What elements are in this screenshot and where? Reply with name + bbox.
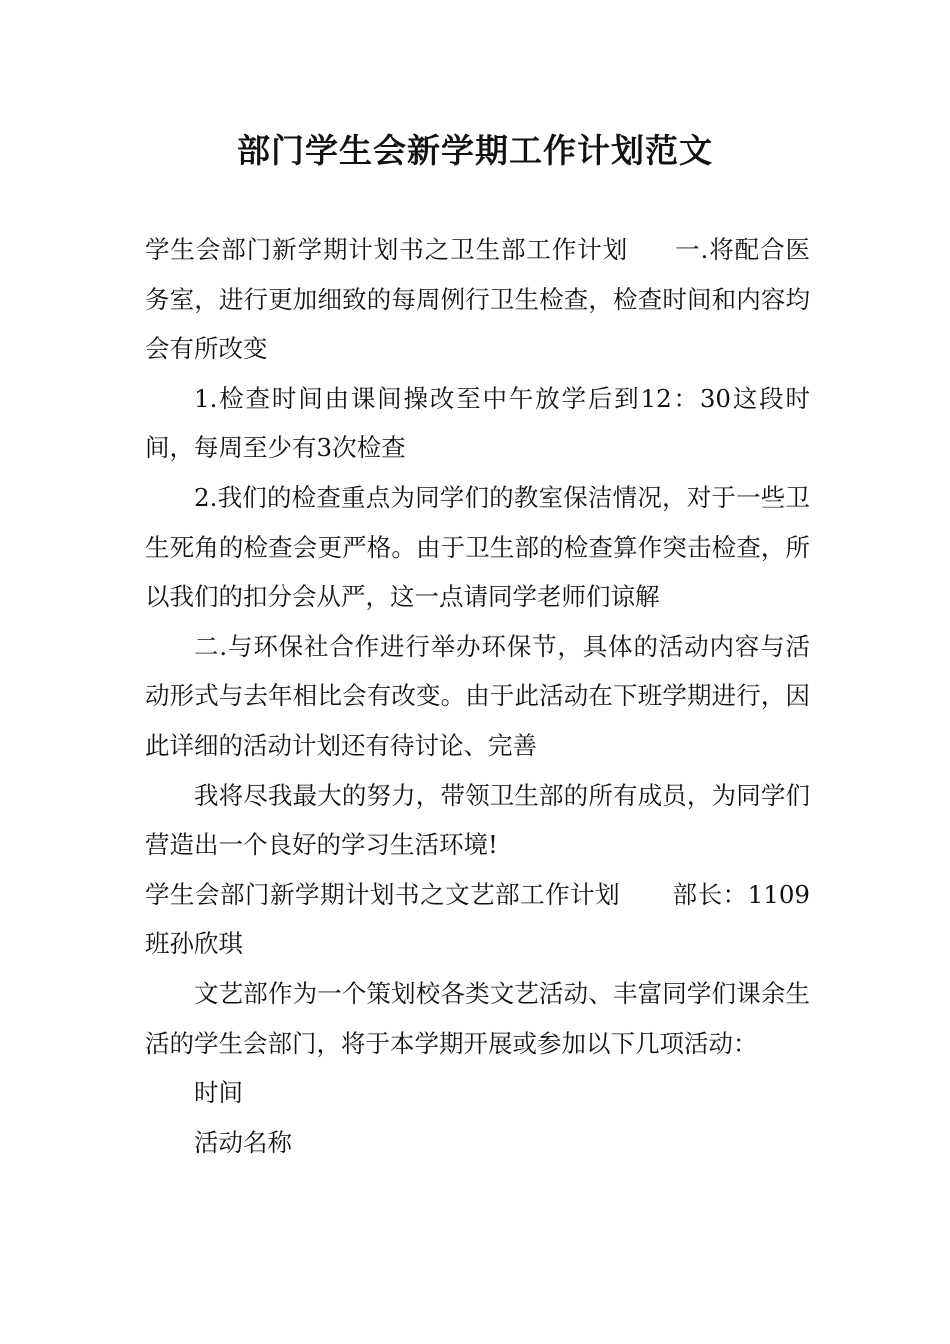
hygiene-heading: 学生会部门新学期计划书之卫生部工作计划	[145, 235, 629, 264]
arts-column-activity: 活动名称	[194, 1127, 292, 1157]
arts-column-time: 时间	[194, 1078, 243, 1108]
arts-intro: 文艺部作为一个策划校各类文艺活动、丰富同学们课余生活的学生会部门，将于本学期开展或参加以下几项活动：	[145, 978, 810, 1058]
hygiene-item-2: 二.与环保社合作进行举办环保节，具体的活动内容与活动形式与去年相比会有改变。由于此活动在下班学期进行，因此详细的活动计划还有待讨论、完善	[145, 631, 810, 760]
hygiene-item1-intro: 一.将配合医务室，进行更加细致的每周例行卫生检查，检查时间和内容均会有所改变	[145, 235, 810, 364]
arts-heading: 学生会部门新学期计划书之文艺部工作计划	[145, 879, 621, 909]
document-body	[145, 225, 810, 1167]
hygiene-point-2: 2.我们的检查重点为同学们的教室保洁情况，对于一些卫生死角的检查会更严格。由于卫生部的检查算作突击检查，所以我们的扣分会从严，这一点请同学老师们谅解	[145, 482, 810, 612]
page-title: 部门学生会新学期工作计划范文	[237, 131, 713, 170]
hygiene-heading-paragraph	[145, 225, 810, 374]
arts-heading-paragraph	[145, 870, 810, 969]
hygiene-point-1: 1.检查时间由课间操改至中午放学后到12：30这段时间，每周至少有3次检查	[145, 383, 810, 463]
arts-minister: 部长：1109班孙欣琪	[145, 879, 810, 959]
hygiene-closing: 我将尽我最大的努力，带领卫生部的所有成员，为同学们营造出一个良好的学习生活环境!	[145, 780, 810, 860]
